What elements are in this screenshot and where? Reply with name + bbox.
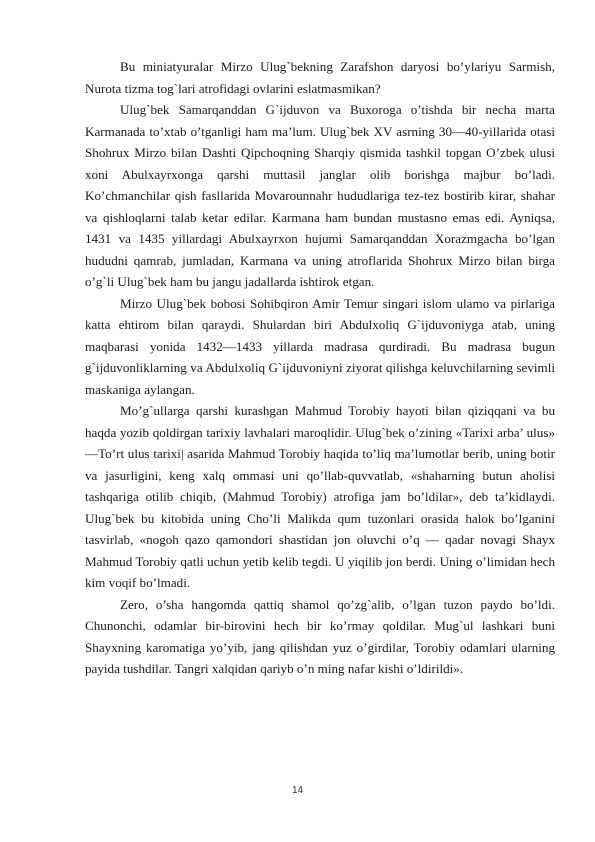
paragraph: Mirzo Ulug`bek bobosi Sohibqiron Amir Temur singari islom ulamo va pirlariga katta ehtirom bilan qaraydi. Shulardan biri Abdulxoliq G`ijduvoniyga atab, uning maqbarasi yonida 1432—1433 yillarda madrasa qurdiradi. Bu madrasa bugun g`ijduvonliklarning va Abdulxoliq G`ijduvoniyni ziyorat qilishga keluvchilarning sevimli maskaniga aylangan. xyxy=(85,295,555,397)
paragraph: Zero, o’sha hangomda qattiq shamol qo’zg`alib, o’lgan tuzon paydo bo’ldi. Chunonchi, odamlar bir-birovini hech bir ko’rmay qoldilar. Mug`ul lashkari buni Shayxning karomatiga yo’yib, jang qilishdan yuz o’girdilar, Torobiy odamlari ularning payida tushdilar. Tangri xalqidan qariyb o’n ming nafar kishi o’ldirildi». xyxy=(85,596,555,676)
paragraph: Ulug`bek Samarqanddan G`ijduvon va Buxoroga o’tishda bir necha marta Karmanada to’xtab o’tganligi ham ma’lum. Ulug`bek XV asrning 30—40-yillarida otasi Shohrux Mirzo bilan Dashti Qipchoqning Sharqiy qismida tashkil topgan O’zbek ulusi xoni Abulxayrxonga qarshi muttasil janglar olib borishga majbur bo’ladi. Ko’chmanchilar qish fasllarida Movarounnahr hududlariga tez-tez bostirib kirar, shahar va qishloqlarni talab ketar edilar. Karmana ham bundan mustasno emas edi. Ayniqsa, 1431 va 1435 yillardagi Abulxayrxon hujumi Samarqanddan Xorazmgacha bo’lgan hududni qamrab, jumladan, Karmana va uning atroflarida Shohrux Mirzo bilan birga o’g`li Ulug`bek ham bu jangu jadallarda ishtirok etgan. xyxy=(85,102,555,289)
page-body xyxy=(85,56,555,680)
paragraph: Mo’g`ullarga qarshi kurashgan Mahmud Torobiy hayoti bilan qiziqqani va bu haqda yozib qoldirgan tarixiy lavhalari maroqlidir. Ulug`bek o’zining «Tarixi arba’ ulus» —To’rt ulus tarixi| asarida Mahmud Torobiy haqida to’liq ma’lumotlar berib, uning botir va jasurligini, keng xalq ommasi uni qo’llab-quvvatlab, «shaharning butun aholisi tashqariga otilib chiqib, (Mahmud Torobiy) atrofiga jam bo’ldilar», deb ta’kidlaydi. Ulug`bek bu kitobida uning Cho’li Malikda qum tuzonlari orasida halok bo’lganini tasvirlab, «nogoh qazo qamondori shastidan jon oluvchi o’q — qadar novagi Shayx Mahmud Torobiy qatli uchun yetib kelib tegdi. U yiqilib jon berdi. Uning o’limidan hech kim voqif bo’lmadi. xyxy=(85,403,555,590)
paragraph: Bu miniatyuralar Mirzo Ulug`bekning Zarafshon daryosi bo’ylariyu Sarmish, Nurota tizma tog`lari atrofidagi ovlarini eslatmasmikan? xyxy=(85,59,555,96)
page-number: 14 xyxy=(291,785,304,796)
